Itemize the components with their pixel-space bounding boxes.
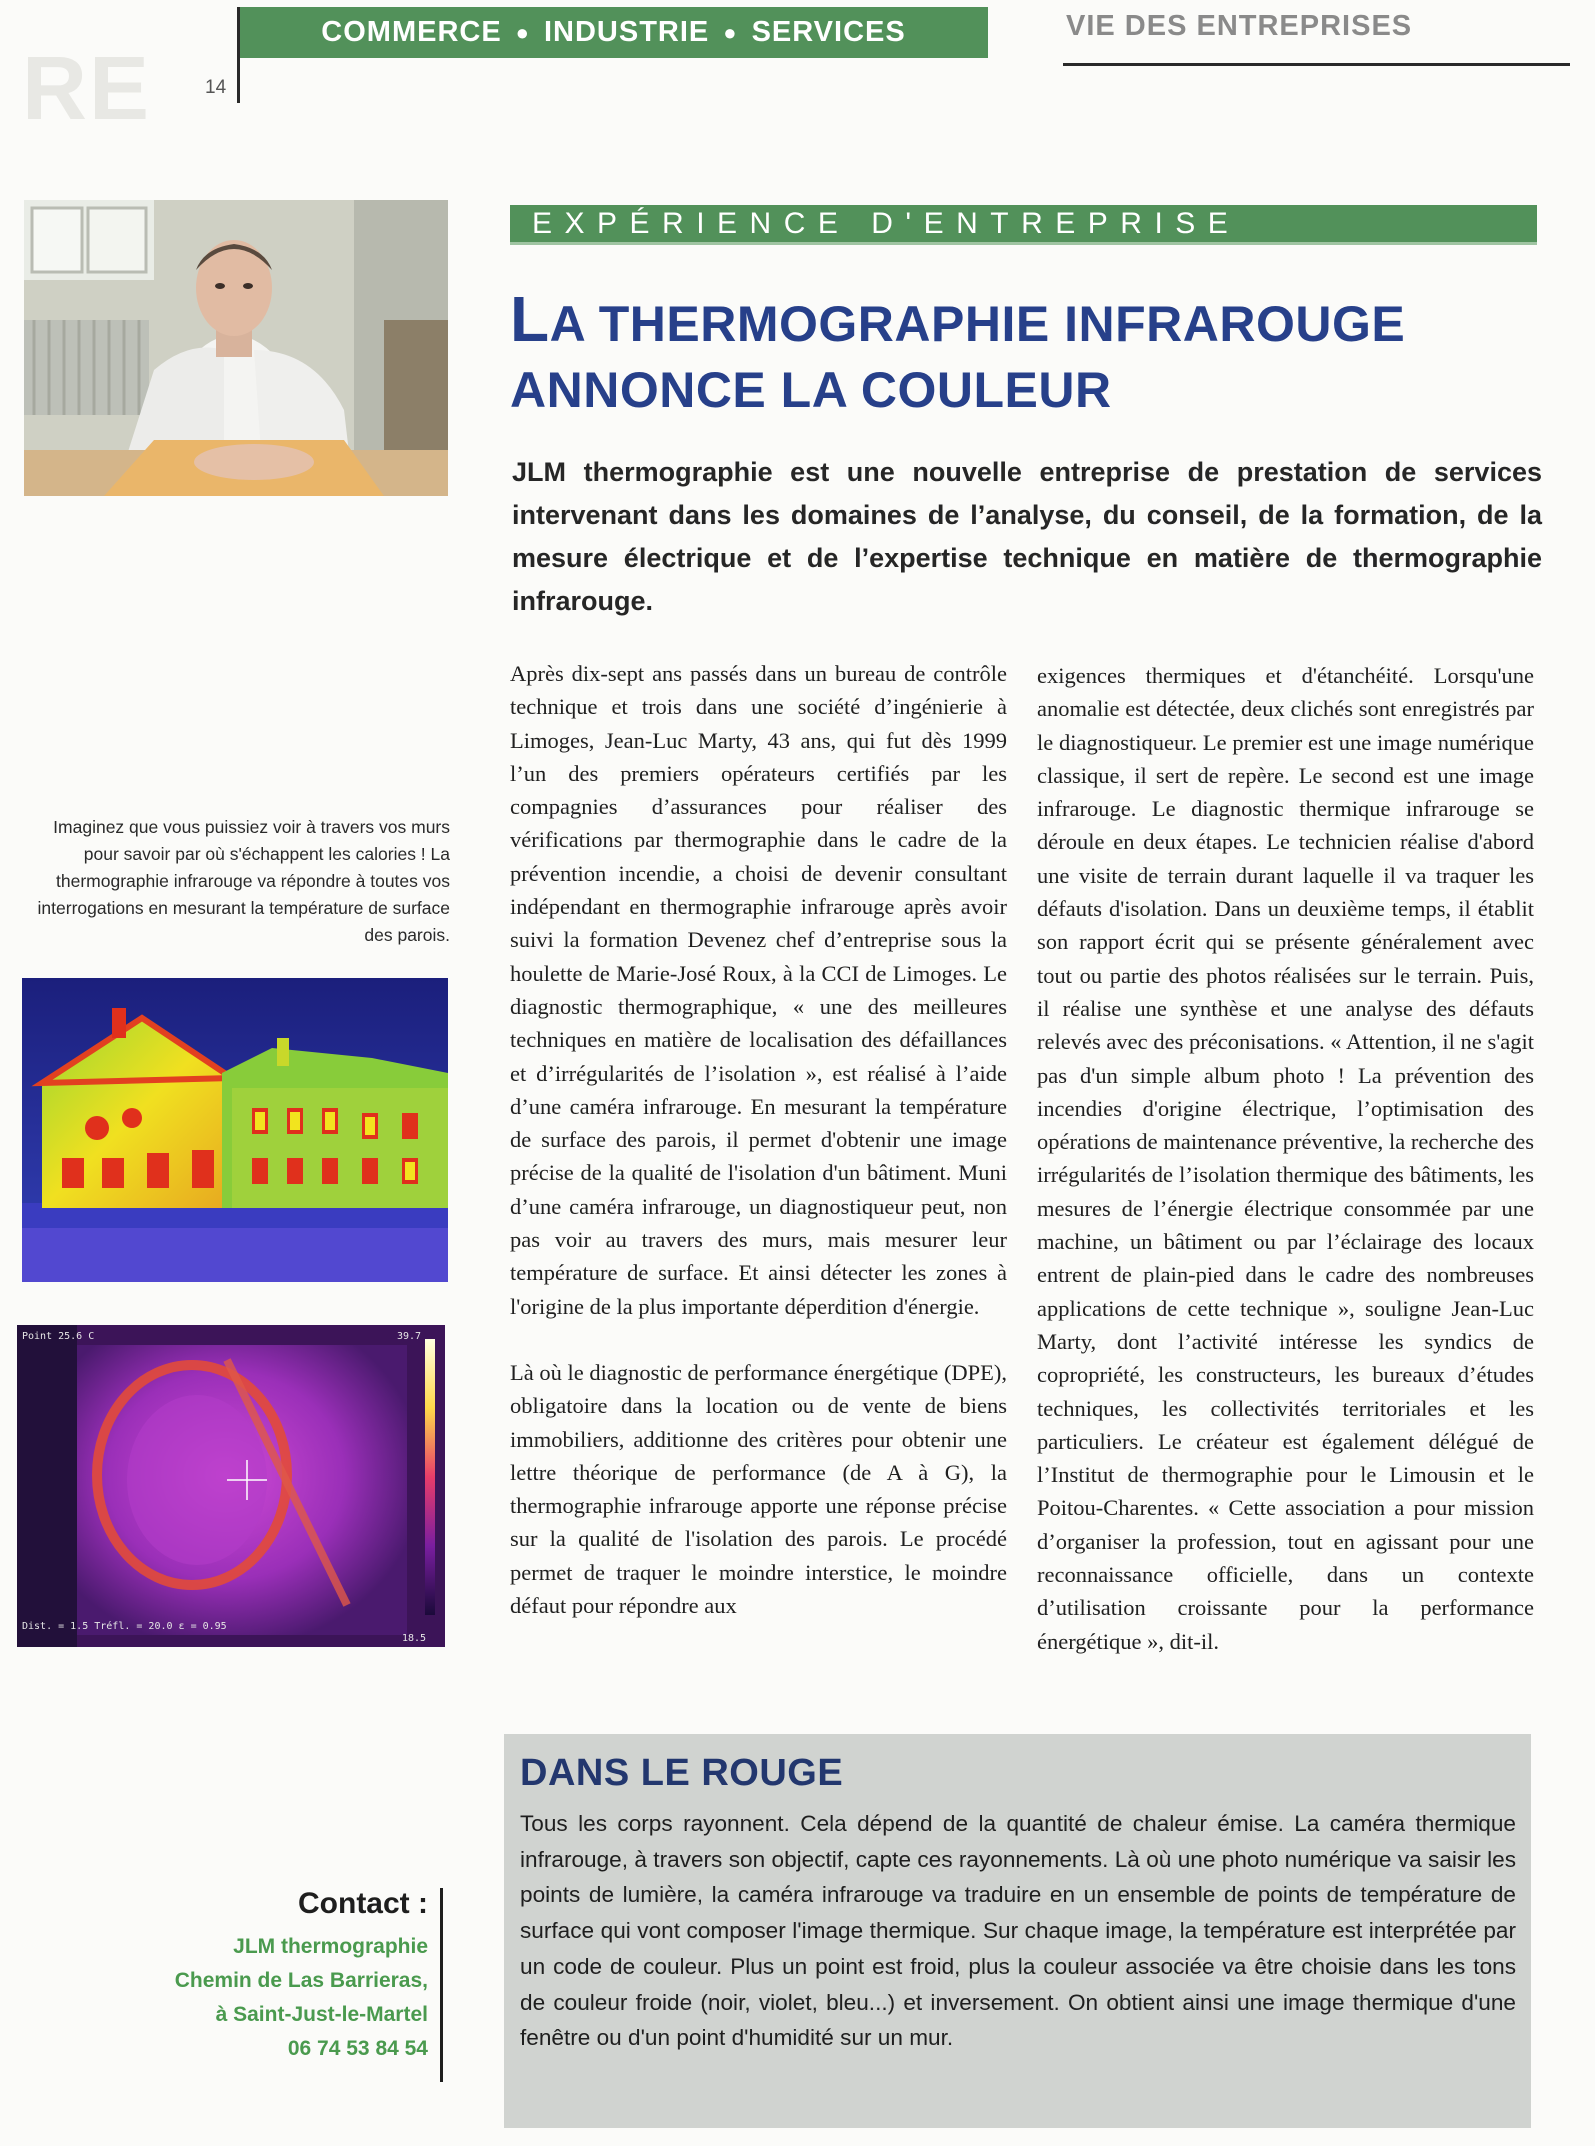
section-industrie: INDUSTRIE xyxy=(543,16,710,48)
section-services: SERVICES xyxy=(751,16,906,48)
contact-block xyxy=(115,1884,428,2066)
body-paragraph: exigences thermiques et d'étanchéité. Lorsqu'une anomalie est détectée, deux clichés sont enregistrés par le diagnostiqueur. Le premier est une image numérique classique, il sert de repère. Le second est une image infrarouge. Le diagnostic thermique infrarouge se déroule en deux étapes. Le technicien réalise d'abord une visite de terrain durant laquelle il va traquer les défauts d'isolation. Dans un deuxième temps, il établit son rapport écrit qui se présente généralement avec tout ou partie des photos réalisées sur le terrain. Puis, il réalise une synthèse et une analyse des défauts relevés avec des préconisations. « Attention, il ne s'agit pas d'un simple album photo ! La prévention des incendies d'origine électrique, l’optimisation des opérations de maintenance préventive, la recherche des irrégularités de l’isolation thermique des bâtiments, les mesures de l’énergie électrique consommée par une machine, un bâtiment ou par l’éclairage des locaux entrent de plain-pied dans le cadre des nombreuses applications de cette technique », souligne Jean-Luc Marty, dont l’activité intéresse les syndics de copropriété, les constructeurs, les bureaux d’études techniques, les collectivités territoriales et les particuliers. Le créateur est également délégué de l’Institut de thermographie pour le Limousin et le Poitou-Charentes. « Cette association a pour mission d’organiser la profession, tout en agissant pour une reconnaissance officielle, dans un contexte d’utilisation croissante pour la performance énergétique », dit-il. xyxy=(1037,663,1534,1654)
body-column-1 xyxy=(510,657,1007,1622)
rubric-label: VIE DES ENTREPRISES xyxy=(1066,10,1413,42)
bullet-icon: ● xyxy=(515,19,530,45)
page-number: 14 xyxy=(205,77,227,98)
ghost-letters: RE xyxy=(22,39,152,139)
contact-company: JLM thermographie xyxy=(233,1935,428,1958)
section-header-bar xyxy=(239,7,988,58)
article-title-line1 xyxy=(510,283,1406,355)
sidebar-title: DANS LE ROUGE xyxy=(520,1752,844,1794)
thermal-scale-min: 18.5 xyxy=(402,1633,427,1644)
sidebar-text: Tous les corps rayonnent. Cela dépend de la quantité de chaleur émise. La caméra thermique infrarouge, à travers son objectif, capte ces rayonnements. Là où une photo numérique va saisir les points de lumière, la caméra infrarouge va traduire en un ensemble de points de température de surface qui vont composer l'image thermique. Sur chaque image, la température est interprétée par un code de couleur. Plus un point est froid, plus la couleur associée va être choisie dans les tons de couleur froide (noir, violet, bleu...) et inversement. On obtient ainsi une image thermique d'une fenêtre ou d'un point d'humidité sur un mur. xyxy=(520,1811,1516,2051)
thermal-params: Dist. = 1.5 Tréfl. = 20.0 ε = 0.95 xyxy=(22,1621,227,1632)
title-initial: L xyxy=(510,283,550,355)
portrait-photo xyxy=(24,200,448,496)
thermal-point-readout: Point 25.6 C xyxy=(22,1331,95,1342)
kicker-stripe xyxy=(510,242,1537,245)
contact-street: Chemin de Las Barrieras, xyxy=(174,1969,428,1992)
body-column-2 xyxy=(1037,659,1534,1658)
body-paragraph: Là où le diagnostic de performance énergétique (DPE), obligatoire dans la location ou de vente de biens immobiliers, additionne des critères pour obtenir une lettre théorique de performance (de A à G), la thermographie infrarouge apporte une réponse précise sur la qualité de l'isolation des parois. Le procédé permet de traquer le moindre interstice, le moindre défaut pour répondre aux xyxy=(510,1359,1007,1619)
contact-city: à Saint-Just-le-Martel xyxy=(215,2003,428,2026)
article-title-line2: ANNONCE LA COULEUR xyxy=(510,362,1112,418)
thermal-scale-max: 39.7 xyxy=(397,1331,422,1342)
article-kicker: EXPÉRIENCE D'ENTREPRISE xyxy=(510,205,1537,242)
photo-caption: Imaginez que vous puissiez voir à travers vos murs pour savoir par où s'échappent les calories ! La thermographie infrarouge va répondre à toutes vos interrogations en mesurant la température de surface des parois. xyxy=(37,817,450,945)
header-divider xyxy=(237,7,240,103)
title-small-cap: A xyxy=(549,296,585,352)
title-rest: THERMOGRAPHIE INFRAROUGE xyxy=(584,296,1406,352)
rubric-rule xyxy=(1063,63,1570,66)
thermal-building-image xyxy=(22,978,448,1282)
contact-phone: 06 74 53 84 54 xyxy=(287,2037,428,2060)
contact-rule xyxy=(440,1888,443,2082)
thermal-closeup-image xyxy=(17,1325,445,1647)
bullet-icon: ● xyxy=(723,19,738,45)
contact-label: Contact : xyxy=(298,1887,428,1920)
body-paragraph: Après dix-sept ans passés dans un bureau de contrôle technique et trois dans une société d’ingénierie à Limoges, Jean-Luc Marty, 43 ans, qui fut dès 1999 l’un des premiers opérateurs certifiés par les compagnies d’assurances pour réaliser des vérifications par thermographie dans le cadre de la prévention incendie, a choisi de devenir consultant indépendant en thermographie infrarouge après avoir suivi la formation Devenez chef d’entreprise sous la houlette de Marie-José Roux, à la CCI de Limoges. Le diagnostic thermographique, « une des meilleures techniques en matière de localisation des défaillances et d’irrégularités de l’isolation », est réalisé à l’aide d’une caméra infrarouge. En mesurant la température de surface des parois, il permet d'obtenir une image précise de la qualité de l'isolation d'un bâtiment. Muni d’une caméra infrarouge, un diagnostiqueur peut, non pas voir au travers des murs, mais mesurer leur température de surface. Et ainsi détecter les zones à l'origine de la plus importante déperdition d'énergie. xyxy=(510,661,1007,1319)
section-commerce: COMMERCE xyxy=(321,16,502,48)
article-lead: JLM thermographie est une nouvelle entreprise de prestation de services intervenant dans les domaines de l’analyse, du conseil, de la formation, de la mesure électrique et de l’expertise technique en matière de thermographie infrarouge. xyxy=(512,457,1542,616)
